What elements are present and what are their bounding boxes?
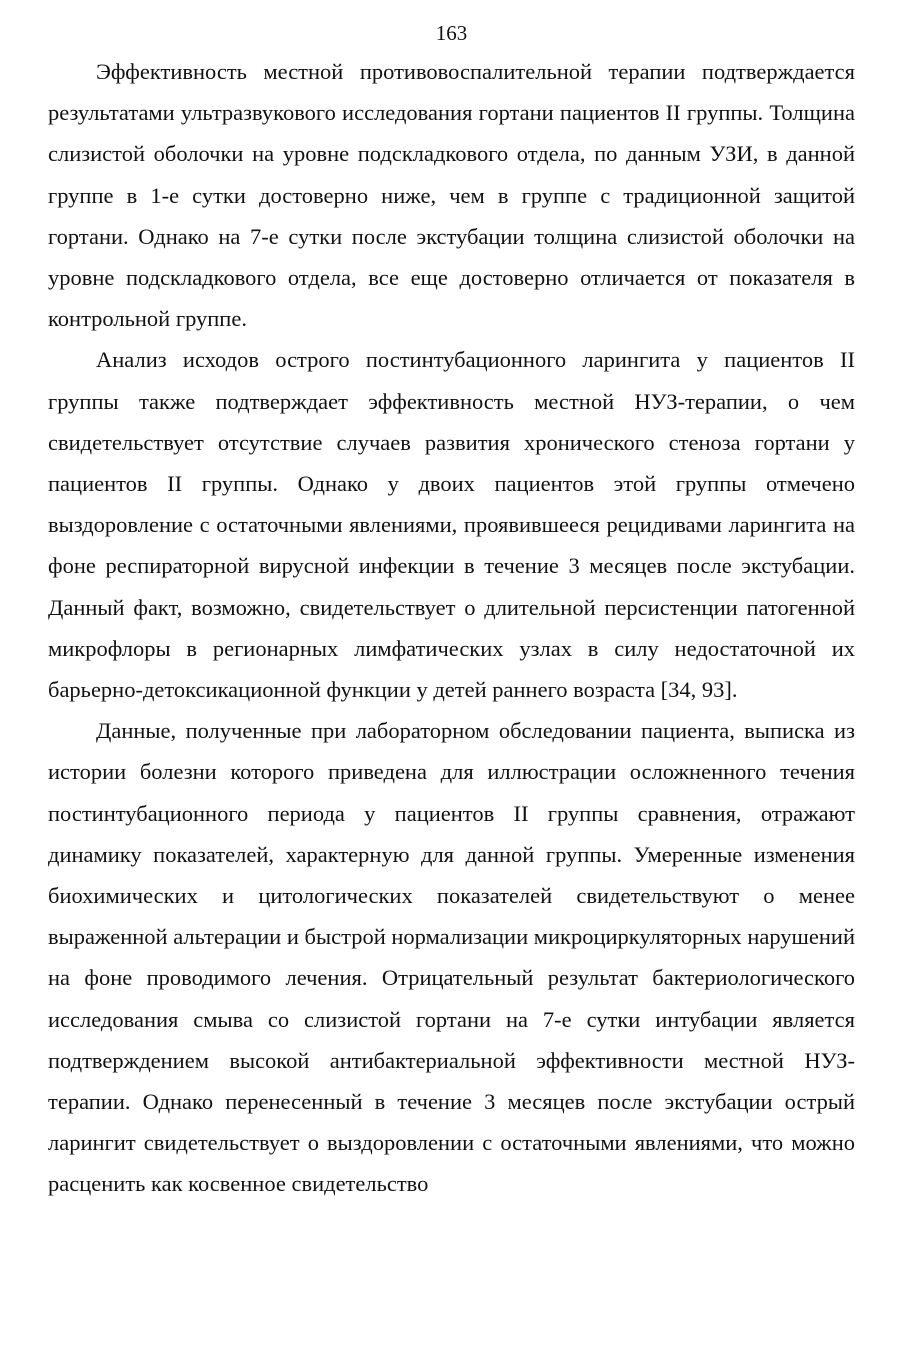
body-text: [48, 51, 855, 1205]
page-number: 163: [435, 21, 468, 45]
paragraph-1: Эффективность местной противовоспалительной терапии подтверждается результатами ультразвукового исследования гортани пациентов II группы. Толщина слизистой оболочки на уровне подскладкового отдела, по данным УЗИ, в данной группе в 1-е сутки достоверно ниже, чем в группе с традиционной защитой гортани. Однако на 7-е сутки после экстубации толщина слизистой оболочки на уровне подскладкового отдела, все еще достоверно отличается от показателя в контрольной группе.: [48, 59, 855, 332]
paragraph-3: Данные, полученные при лабораторном обследовании пациента, выписка из истории болезни которого приведена для иллюстрации осложненного течения постинтубационного периода у пациентов II группы сравнения, отражают динамику показателей, характерную для данной группы. Умеренные изменения биохимических и цитологических показателей свидетельствуют о менее выраженной альтерации и быстрой нормализации микроциркуляторных нарушений на фоне проводимого лечения. Отрицательный результат бактериологического исследования смыва со слизистой гортани на 7-е сутки интубации является подтверждением высокой антибактериальной эффективности местной НУЗ-терапии. Однако перенесенный в течение 3 месяцев после экстубации острый ларингит свидетельствует о выздоровлении с остаточными явлениями, что можно расценить как косвенное свидетельство: [48, 718, 855, 1197]
paragraph-2: Анализ исходов острого постинтубационного ларингита у пациентов II группы также подтверждает эффективность местной НУЗ-терапии, о чем свидетельствует отсутствие случаев развития хронического стеноза гортани у пациентов II группы. Однако у двоих пациентов этой группы отмечено выздоровление с остаточными явлениями, проявившееся рецидивами ларингита на фоне респираторной вирусной инфекции в течение 3 месяцев после экстубации. Данный факт, возможно, свидетельствует о длительной персистенции патогенной микрофлоры в регионарных лимфатических узлах в силу недостаточной их барьерно-детоксикационной функции у детей раннего возраста [34, 93].: [48, 347, 855, 703]
